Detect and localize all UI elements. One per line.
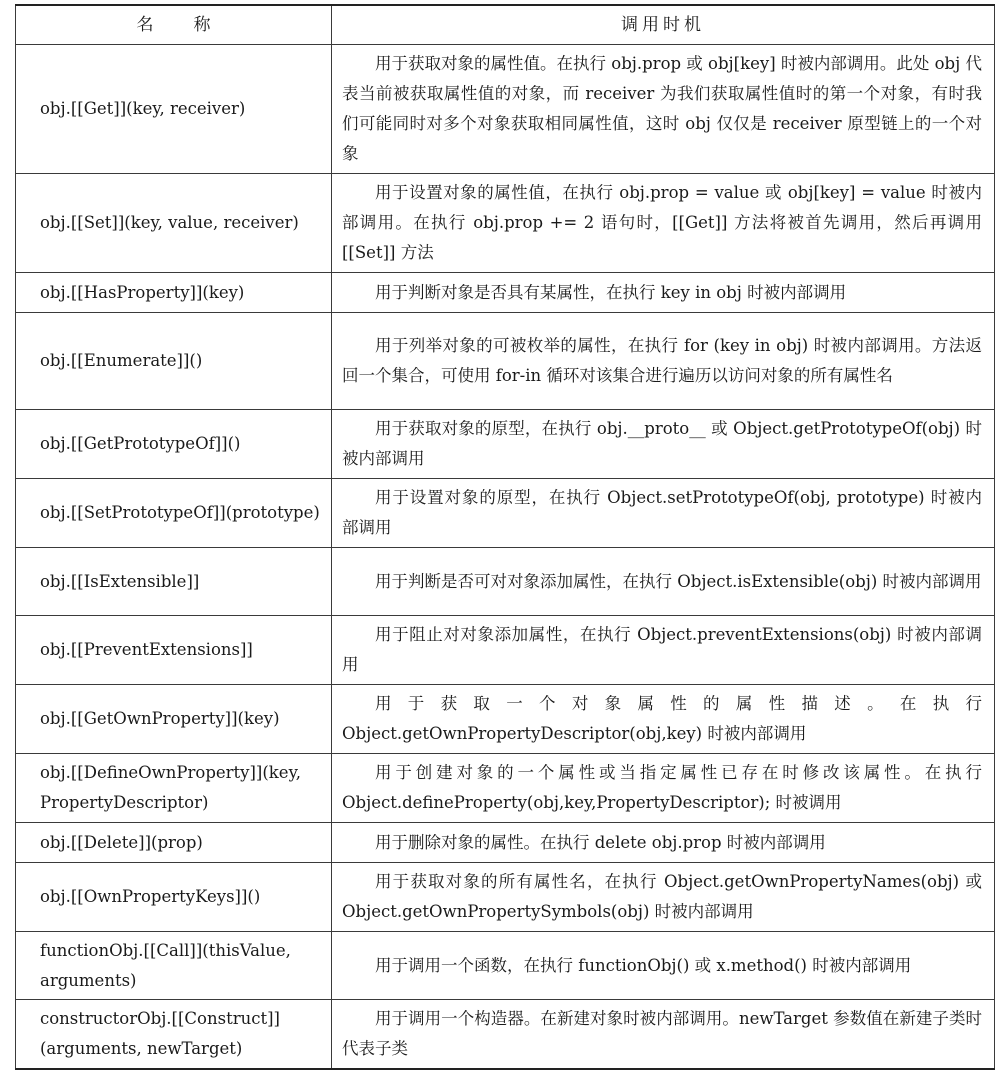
method-description-cell: [332, 823, 995, 863]
method-name-cell: [16, 410, 332, 479]
method-description: 用于设置对象的原型，在执行 Object.setPrototypeOf(obj, prototype) 时被内部调用: [342, 488, 982, 537]
method-description-cell: [332, 273, 995, 313]
method-description-cell: [332, 410, 995, 479]
method-name-cell: [16, 1000, 332, 1070]
method-name-cell: [16, 932, 332, 1000]
table-row: [16, 479, 995, 548]
method-name-cell: [16, 45, 332, 174]
method-name: obj.[[DefineOwnProperty]](key, PropertyDescriptor): [40, 763, 301, 812]
method-description-cell: [332, 863, 995, 932]
table-row: [16, 754, 995, 823]
method-description-cell: [332, 548, 995, 616]
method-name: constructorObj.[[Construct]](arguments, newTarget): [40, 1009, 280, 1058]
method-description: 用于创建对象的一个属性或当指定属性已存在时修改该属性。在执行 Object.defineProperty(obj,key,PropertyDescriptor); 时被调用: [342, 763, 982, 812]
method-name: obj.[[HasProperty]](key): [40, 282, 245, 302]
method-description: 用于调用一个构造器。在新建对象时被内部调用。newTarget 参数值在新建子类时代表子类: [342, 1009, 982, 1058]
method-name: obj.[[OwnPropertyKeys]](): [40, 887, 261, 906]
method-name-cell: [16, 174, 332, 273]
method-description: 用于删除对象的属性。在执行 delete obj.prop 时被内部调用: [375, 832, 826, 852]
table-row: [16, 410, 995, 479]
method-description-cell: [332, 479, 995, 548]
method-description: 用于判断对象是否具有某属性，在执行 key in obj 时被内部调用: [375, 282, 847, 302]
method-description: 用于获取对象的所有属性名，在执行 Object.getOwnPropertyNames(obj) 或 Object.getOwnPropertySymbols(obj) 时被内部调用: [342, 872, 982, 921]
table-row: [16, 1000, 995, 1070]
method-name: obj.[[Set]](key, value, receiver): [40, 213, 299, 232]
internal-methods-table: [15, 4, 995, 1070]
method-description: 用于获取对象的属性值。在执行 obj.prop 或 obj[key] 时被内部调用。此处 obj 代表当前被获取属性值的对象，而 receiver 为我们获取属性值时的第一个对象，有时我们可能同时对多个对象获取相同属性值，这时 obj 仅仅是 receiver 原型链上的一个对象: [342, 54, 982, 163]
method-name-cell: [16, 863, 332, 932]
internal-methods-table-container: [15, 4, 994, 1070]
method-name-cell: [16, 273, 332, 313]
method-description-cell: [332, 313, 995, 410]
method-description: 用于获取对象的原型，在执行 obj.__proto__ 或 Object.getPrototypeOf(obj) 时被内部调用: [342, 419, 982, 468]
method-name: obj.[[GetPrototypeOf]](): [40, 434, 241, 453]
method-description: 用于列举对象的可被枚举的属性，在执行 for (key in obj) 时被内部调用。方法返回一个集合，可使用 for-in 循环对该集合进行遍历以访问对象的所有属性名: [342, 336, 982, 385]
method-name: obj.[[GetOwnProperty]](key): [40, 709, 280, 728]
table-row: [16, 45, 995, 174]
method-description-cell: [332, 754, 995, 823]
table-header-row: [16, 5, 995, 45]
method-name-cell: [16, 548, 332, 616]
method-description-cell: [332, 174, 995, 273]
method-description-cell: [332, 1000, 995, 1070]
method-name: obj.[[Delete]](prop): [40, 832, 203, 852]
method-name: functionObj.[[Call]](thisValue, arguments): [40, 940, 291, 990]
method-name: obj.[[SetPrototypeOf]](prototype): [40, 503, 320, 522]
method-name: obj.[[Get]](key, receiver): [40, 99, 246, 118]
table-row: [16, 863, 995, 932]
table-row: [16, 823, 995, 863]
table-row: [16, 174, 995, 273]
method-description: 用于阻止对对象添加属性，在执行 Object.preventExtensions(obj) 时被内部调用: [342, 625, 982, 674]
method-name: obj.[[Enumerate]](): [40, 351, 203, 370]
method-description-cell: [332, 932, 995, 1000]
table-row: [16, 548, 995, 616]
method-name-cell: [16, 479, 332, 548]
method-description: 用于设置对象的属性值，在执行 obj.prop = value 或 obj[key] = value 时被内部调用。在执行 obj.prop += 2 语句时，[[Get]] 方法将被首先调用，然后再调用 [[Set]] 方法: [342, 183, 982, 262]
table-row: [16, 273, 995, 313]
method-name: obj.[[PreventExtensions]]: [40, 640, 253, 659]
method-description-cell: [332, 616, 995, 685]
column-header-name: 名称: [16, 5, 332, 45]
column-header-timing: 调用时机: [332, 5, 995, 45]
method-description: 用于调用一个函数，在执行 functionObj() 或 x.method() 时被内部调用: [375, 955, 912, 975]
table-row: [16, 616, 995, 685]
method-name-cell: [16, 685, 332, 754]
method-description-cell: [332, 685, 995, 754]
method-name-cell: [16, 754, 332, 823]
table-row: [16, 932, 995, 1000]
method-name-cell: [16, 616, 332, 685]
table-row: [16, 685, 995, 754]
method-name-cell: [16, 823, 332, 863]
method-name-cell: [16, 313, 332, 410]
method-description: 用于获取一个对象属性的属性描述。在执行 Object.getOwnPropertyDescriptor(obj,key) 时被内部调用: [342, 694, 982, 743]
method-name: obj.[[IsExtensible]]: [40, 571, 200, 591]
method-description: 用于判断是否可对对象添加属性，在执行 Object.isExtensible(obj) 时被内部调用: [375, 571, 982, 591]
table-row: [16, 313, 995, 410]
method-description-cell: [332, 45, 995, 174]
